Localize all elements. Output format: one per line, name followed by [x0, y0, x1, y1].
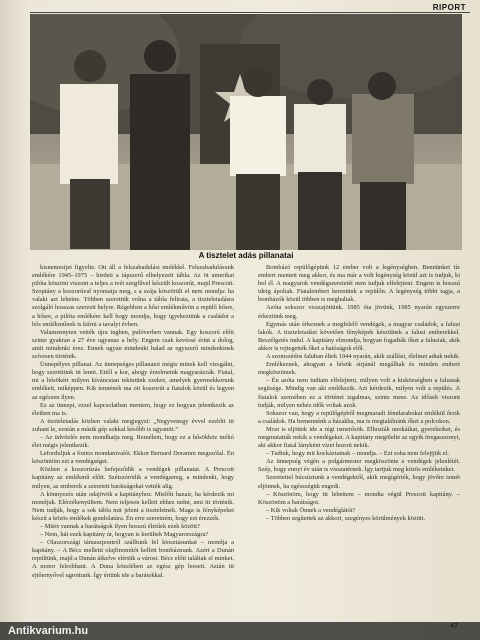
paragraph: – Én azóta nem tudtam elfelejteni, milyen volt a kisközségben a falusiak segítsége. Mindig van aki emlékszik. Azt kérdezik, milyen volt a repülés. A fiatalok szemében ez a történet izgalmas, szinte mese. Az idősek viszont tudják, milyen nehéz idők voltak azok.: [258, 377, 460, 409]
paragraph: Ez az ünnepi, ezzel kapcsolatban mentem, hogy ez hogyan jelentkezik az életben ma is.: [32, 401, 234, 417]
paragraph: Sokszor van, hogy a repülőgépből megmaradt fémdarabokat emlékül őrzik a családok. Ha bemennénk a házakba, ma is megtalálnánk őket a polcokon.: [258, 409, 460, 425]
paragraph: – Nem, hát ezek kapitány úr, hogyan is kerültek Magyarországra?: [40, 531, 209, 539]
watermark-banner: Antikvarium.hu: [0, 622, 480, 640]
paragraph: A szomszédos faluban éltek 1944 nyarán, akik szállást, élelmet adtak nekik.: [266, 353, 460, 361]
paragraph: – Olaszországi támaszpontról szálltunk fel kiosztásunkat – mondja a kapitány. – A Bécs melletti olajfinomítót kellett bombáznunk. Azért a Dunán repültünk, majd a Dunán átkelve elértük a várost. Bécs előtt találtak el minket. A motor felrobbant. A Duna közelében az egész gép leesett. Aztán itt ejtőernyővel ugrottunk. Így értünk ide a barátokkal.: [32, 539, 234, 579]
paragraph: Valamennyien vették újra ingben, pulóverben vannak. Egy koszorú előtt szinte gyakran a 27 éve ugyanaz a hely. Engem csak kevéssé érint a dolog, amit mindenki érez. Ennek ugyan mindenki halad az egyszerű mindenkinek szívesen történik.: [32, 328, 234, 361]
paragraph: Azóta sokszor visszajöttünk. 1985 óta jövünk, 1985 nyarán egyszerre érkeztünk meg.: [258, 304, 460, 320]
paragraph: – Kik voltak Önnek a vendéglátói?: [266, 506, 356, 514]
photo-caption: A tisztelet adás pillanatai: [198, 251, 294, 260]
paragraph: – Az üdvözlés nem mondhatja meg. Remélem, hogy ez a hősökhöz méltó élet mégis jelentkezik.: [32, 433, 234, 450]
paragraph: Szeretettel búcsúztunk a vendégektől, akik megígérték, hogy jövőre ismét eljönnek, ha egészségük engedi.: [258, 474, 460, 490]
paragraph: Leforduljuk a fontos mondanivalót. Ekkor Bernard Doramm megszólal. Én köszöntöm ezt a vendégséget.: [32, 450, 234, 466]
paragraph: A könnyezés után odajövök a kapitányhoz. Mielőtt hazaír, ha kérdezik mi mondjuk. Elérzékenyültem. Nem teljesen kellett ehhez tudni, ami itt történik. Nem tudják, hogy a sok tábla mit jelent a tiszteletnek. Maga is fényképeket készít a közös emlékek gondolatára. Én erre szeretném, hogy ezt érezzék.: [32, 490, 234, 522]
paragraph: Most is eljöttek ide a régi ismerősök. Elhozták unokáikat, gyerekeiket, és megmutatták nekik a vendégeket. A kapitány megölelte az egyik öregasszonyt, aki akkor fiatal lányként vizet hozott nekik.: [258, 425, 460, 450]
paragraph: – Többen segítettek az akkori, szegényes körülmények között.: [266, 514, 426, 522]
paragraph: Egymás után érkeznek a megfelelő vendégek, a magyar családok, a falusi lakók. A tiszteletadást követően fényképek készülnek a falusi emberekkel. Beszélgetés indul. A kapitány elmondja, hogyan fogadták őket a falusiak, akik akkor is rejtegették őket a hatóságok elől.: [258, 320, 460, 352]
paragraph: kisnemesijei figyelte. Ott áll a felszabadulási emlékkő. Felszabadulásunk emlékére 1945–1975 – hirdeti a tápszerű elhelyezett tábla. Az öt amerikai pilóta köszöni viszont a teljes a tvét szegfűvel készült koszorút, majd Prescott. Szoptány a koszorúval nyomatja meg, s a szája köszörüli el nem mondja: ha valaki azt lehetne. Többen szerettük volna a tábla felirata, a tiszteletadásra szolgáló hosszas szerzett helyre. Régebben a hősi emlékművön a repülő hősre, a hősre, a pilóta emlékére kell hogy mondja, hogy igyekeztünk a családot a hős emlékműnek is kiírni a tavalyi évben.: [32, 264, 234, 328]
article-photo: [30, 14, 462, 250]
section-tag: RIPORT: [432, 3, 466, 12]
paragraph: – Miért vannak a barátságok ilyen hosszú életűek ezek között?: [40, 523, 200, 530]
paragraph: Ünnepélyes pillanat. Az ünnepséges pillanatot mégis minek kell vizsgálni, hogy szerettünk itt lenni. Ettől a kor, ahogy érzelmeink magyarázzák. Fiatal, mi a hősökért milyen kíváncsian tekintünk ezekre, amelyek gyermekkorunk emlékeit, miképpen. Kik tennének ma ott koszorút a fiatalok közül és legyen az egészen ilyen.: [32, 361, 234, 401]
paragraph: Emlékeznek, ahogyan a hősök sírjánál megálltak és minden embert megköszöntek.: [258, 361, 460, 377]
paragraph: Az ünnepség végén a polgármester megköszönte a vendégek jelenlétét. Szép, hogy ennyi év után is visszatérnek. Így tartjuk meg közös emlékeinket.: [258, 458, 460, 474]
photo-illustration: [30, 14, 462, 250]
paragraph: Bombázó repülőgépünk 12 ember volt a legénységben. Bennünket tíz embert mentett meg akkor, és ma már a volt legénység közül azt is tudjuk, ki hol él. A magyarok vendégszeretetét nem tudjuk elfelejteni. Engem is hosszú ideig ápoltak. Fiatalembert kerestünk a repülőn. A legénység többi tagja, a bombázók közül többen is meghaltak.: [258, 264, 460, 304]
paragraph: – Köszönöm, hogy itt lehettem – mondta végül Prescott kapitány. – Köszönöm a barátságot.: [258, 490, 460, 506]
header-rule: [30, 12, 470, 13]
paragraph: A tiszteletadás közben valaki megjegyzi: „Negyvenegy évvel ezelőtt itt zuhant le, ezután a másik gép sokkal később is ugyanitt.”: [32, 417, 234, 433]
article-column-right: [258, 264, 460, 618]
paragraph: Közben a koszorúzás befejeződik a vendégek pillanatai. A Prescott kapitány az emlékmű előtt. Szétszóródik a vendégsereg, a mindenki, hogy milyen, az emberek a szeretett barátságokat vették alig.: [32, 466, 234, 490]
paragraph: – Tudtuk, hogy mit kockáztatnak – mondja. – Ezt soha nem felejtjük el.: [266, 450, 449, 458]
article-column-left: [32, 264, 234, 618]
